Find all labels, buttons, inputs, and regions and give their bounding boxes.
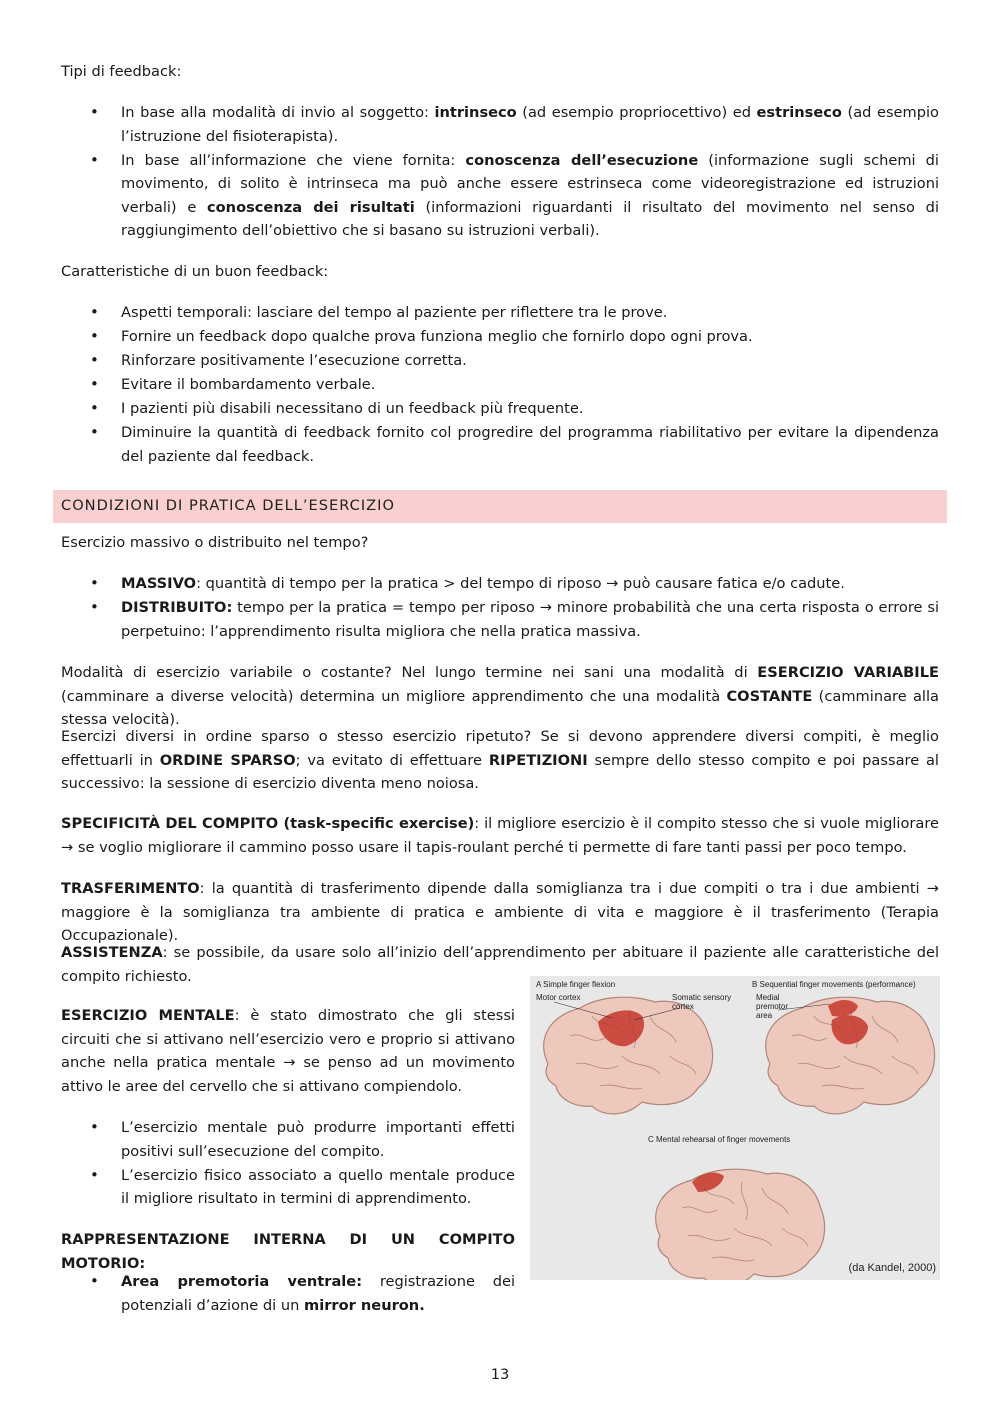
medial-premotor-label: Medial premotor area	[756, 993, 789, 1020]
panel-a-label: A Simple finger flexion	[536, 980, 616, 989]
page-number: 13	[490, 1366, 510, 1383]
list-item: • Area premotoria ventrale: registrazione dei potenziali d’azione di un mirror neuron.	[61, 1270, 515, 1317]
brain-c-shape	[656, 1169, 825, 1280]
list-item: • In base all’informazione che viene fornita: conoscenza dell’esecuzione (informazione sugli schemi di movimento, di solito è intrinseca ma può anche essere estrinseca come videoregistrazione ed istruzioni verbali) e conoscenza dei risultati (informazioni riguardanti il risultato del movimento nel senso di raggiungimento dell’obiettivo che si basano su istruzioni verbali).	[61, 149, 939, 243]
massed-list	[61, 572, 939, 644]
list-item: • In base alla modalità di invio al soggetto: intrinseco (ad esempio propriocettivo) ed estrinseco (ad esempio l’istruzione del fisioterapista).	[61, 101, 939, 148]
list-item: • L’esercizio fisico associato a quello mentale produce il migliore risultato in termini di apprendimento.	[61, 1164, 515, 1211]
motor-cortex-label: Motor cortex	[536, 993, 581, 1002]
order-paragraph: Esercizi diversi in ordine sparso o stesso esercizio ripetuto? Se si devono apprendere diversi compiti, è meglio effettuarli in ORDINE SPARSO; va evitato di effettuare RIPETIZIONI sempre dello stesso compito e poi passare al successivo: la sessione di esercizio diventa meno noiosa.	[61, 728, 939, 792]
internal-heading: RAPPRESENTAZIONE INTERNA DI UN COMPITO MOTORIO:	[61, 1231, 515, 1272]
brain-activation-figure	[530, 976, 940, 1280]
brain-c-image	[656, 1169, 825, 1280]
figure-credit: (da Kandel, 2000)	[848, 1262, 936, 1274]
list-item: • Fornire un feedback dopo qualche prova funziona meglio che fornirlo dopo ogni prova.	[61, 325, 939, 349]
variable-paragraph: Modalità di esercizio variabile o costante? Nel lungo termine nei sani una modalità di ESERCIZIO VARIABILE (camminare a diverse velocità) determina un migliore apprendimento che una modalità COSTANTE (camminare alla stessa velocità).	[61, 664, 939, 728]
list-item: • Evitare il bombardamento verbale.	[61, 373, 939, 397]
section-title: CONDIZIONI DI PRATICA DELL’ESERCIZIO	[61, 497, 395, 514]
brain-a-image	[544, 997, 713, 1114]
section-heading-bar	[53, 490, 947, 523]
mental-paragraph: ESERCIZIO MENTALE: è stato dimostrato che gli stessi circuiti che si attivano nell’esercizio vero e proprio si attivano anche nella pratica mentale → se penso ad un movimento attivo le aree del cervello che si attivano compiendolo.	[61, 1007, 515, 1095]
internal-list	[61, 1270, 515, 1318]
list-item: • Rinforzare positivamente l’esecuzione corretta.	[61, 349, 939, 373]
transfer-paragraph: TRASFERIMENTO: la quantità di trasferimento dipende dalla somiglianza tra i due compiti o tra i due ambienti → maggiore è la somiglianza tra ambiente di pratica e ambiente di vita e maggiore è il trasferimento (Terapia Occupazionale).	[61, 880, 939, 944]
feedback-types-heading: Tipi di feedback:	[61, 63, 182, 80]
list-item: • L’esercizio mentale può produrre importanti effetti positivi sull’esecuzione del compito.	[61, 1116, 515, 1163]
list-item: • Aspetti temporali: lasciare del tempo al paziente per riflettere tra le prove.	[61, 301, 939, 325]
massed-question: Esercizio massivo o distribuito nel tempo?	[61, 534, 369, 551]
good-feedback-heading: Caratteristiche di un buon feedback:	[61, 263, 329, 280]
somatic-sensory-label: Somatic sensory cortex	[672, 993, 732, 1011]
list-item: • I pazienti più disabili necessitano di un feedback più frequente.	[61, 397, 939, 421]
assistance-paragraph: ASSISTENZA: se possibile, da usare solo all’inizio dell’apprendimento per abituare il paziente alle caratteristiche del compito richiesto.	[61, 944, 939, 985]
brain-illustration	[530, 976, 940, 1280]
good-feedback-list	[61, 301, 939, 469]
panel-c-label: C Mental rehearsal of finger movements	[648, 1135, 791, 1144]
mental-list	[61, 1116, 515, 1211]
list-item: • Diminuire la quantità di feedback fornito col progredire del programma riabilitativo per evitare la dipendenza del paziente dal feedback.	[61, 421, 939, 468]
feedback-types-list	[61, 101, 939, 243]
list-item: • MASSIVO: quantità di tempo per la pratica > del tempo di riposo → può causare fatica e/o cadute.	[61, 572, 939, 596]
specificity-paragraph: SPECIFICITÀ DEL COMPITO (task-specific exercise): il migliore esercizio è il compito stesso che si vuole migliorare → se voglio migliorare il cammino posso usare il tapis-roulant perché ti permette di fare tanti passi per poco tempo.	[61, 815, 939, 856]
panel-b-label: B Sequential finger movements (performance)	[752, 980, 916, 989]
list-item: • DISTRIBUITO: tempo per la pratica = tempo per riposo → minore probabilità che una certa risposta o errore si perpetuino: l’apprendimento risulta migliora che nella pratica massiva.	[61, 596, 939, 643]
